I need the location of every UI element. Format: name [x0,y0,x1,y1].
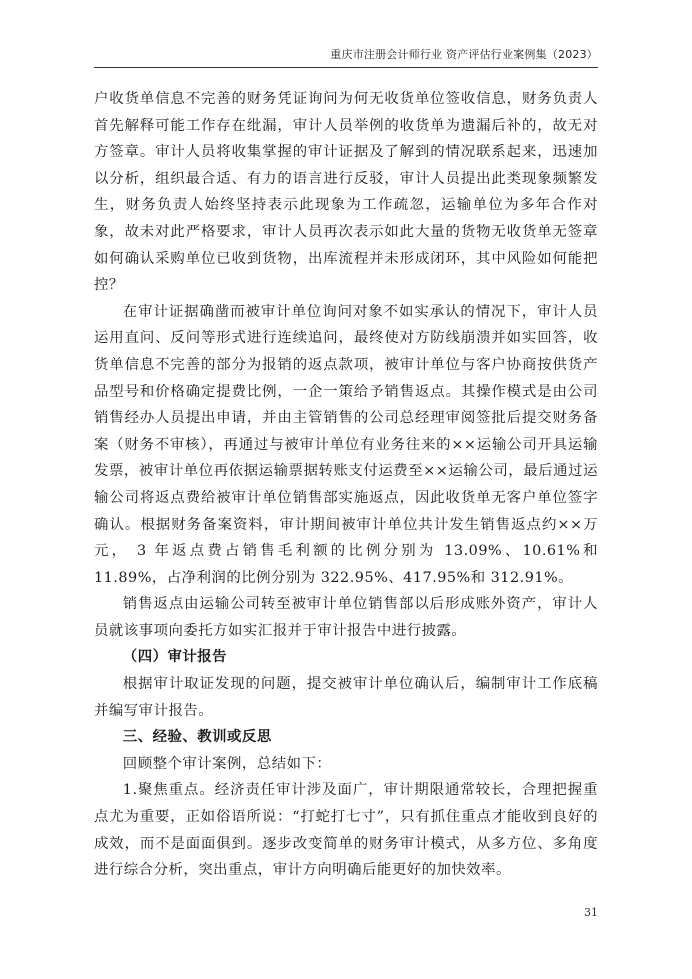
header-rule [94,67,598,68]
paragraph-2: 在审计证据确凿而被审计单位询问对象不如实承认的情况下，审计人员运用直问、反问等形式进行连续追问，最终使对方防线崩溃并如实回答，收货单信息不完善的部分为报销的返点款项，被审计单位与客户协商按供货产品型号和价格确定提费比例，一企一策给予销售返点。其操作模式是由公司销售经办人员提出申请，并由主管销售的公司总经理审阅签批后提交财务备案（财务不审核），再通过与被审计单位有业务往来的××运输公司开具运输发票，被审计单位再依据运输票据转账支付运费至××运输公司，最后通过运输公司将返点费给被审计单位销售部实施返点，因此收货单无客户单位签字确认。根据财务备案资料，审计期间被审计单位共计发生销售返点约××万元， 3 年返点费占销售毛利额的比例分别为 13.09%、10.61%和 11.89%，占净利润的比例分别为 322.95%、417.95%和 312.91%。 [94,303,598,586]
paragraph-4: 根据审计取证发现的问题，提交被审计单位确认后，编制审计工作底稿并编写审计报告。 [94,676,598,719]
paragraph-6: 1.聚焦重点。经济责任审计涉及面广，审计期限通常较长，合理把握重点尤为重要，正如俗语所说：“打蛇打七寸”，只有抓住重点才能收到良好的成效，而不是面面俱到。逐步改变简单的财务审计模式，从多方位、多角度进行综合分析，突出重点，审计方向明确后能更好的加快效率。 [94,782,598,879]
paragraph-3: 销售返点由运输公司转至被审计单位销售部以后形成账外资产，审计人员就该事项向委托方如实汇报并于审计报告中进行披露。 [94,596,598,639]
section-heading-lessons: 三、经验、教训或反思 [122,728,272,746]
page-number: 31 [584,906,598,919]
paragraph-5: 回顾整个审计案例，总结如下： [122,755,332,772]
section-heading-audit-report: （四）审计报告 [122,648,228,666]
running-header: 重庆市注册会计师行业 资产评估行业案例集（2023） [330,48,598,61]
paragraph-1: 户收货单信息不完善的财务凭证询问为何无收货单位签收信息，财务负责人首先解释可能工作存在纰漏，审计人员举例的收货单为遗漏后补的，故无对方签章。审计人员将收集掌握的审计证据及了解到的情况联系起来，迅速加以分析，组织最合适、有力的语言进行反驳，审计人员提出此类现象频繁发生，财务负责人始终坚持表示此现象为工作疏忽，运输单位为多年合作对象，故未对此严格要求，审计人员再次表示如此大量的货物无收货单无签章如何确认采购单位已收到货物，出库流程并未形成闭环，其中风险如何能把控？ [94,91,598,294]
body-text [94,86,598,884]
